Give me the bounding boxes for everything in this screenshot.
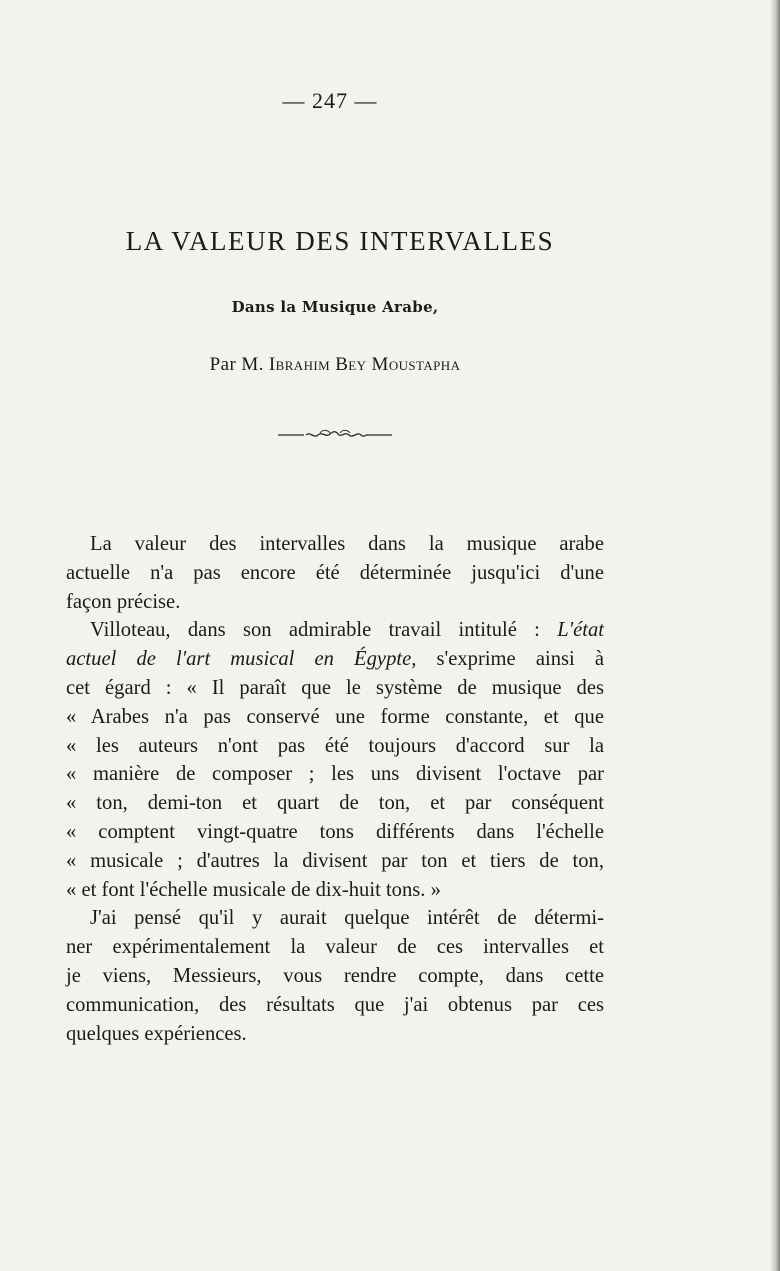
text-line: « les auteurs n'ont pas été toujours d'accord sur la bbox=[66, 734, 604, 757]
author-name: Ibrahim Bey Moustapha bbox=[268, 354, 461, 375]
text-line: cet égard : « Il paraît que le système de musique des bbox=[66, 676, 604, 699]
article-body bbox=[66, 530, 604, 1048]
article-title: LA VALEUR DES INTERVALLES bbox=[125, 226, 555, 256]
text-line: « Arabes n'a pas conservé une forme constante, et que bbox=[66, 705, 604, 728]
text-line: je viens, Messieurs, vous rendre compte, dans cette bbox=[66, 964, 604, 987]
author-line bbox=[100, 354, 570, 376]
page-edge-shadow bbox=[770, 0, 780, 1271]
text-line: communication, des résultats que j'ai obtenus par ces bbox=[66, 993, 604, 1016]
text-line: ner expérimentalement la valeur de ces intervalles et bbox=[66, 936, 604, 959]
text-line: « et font l'échelle musicale de dix-huit tons. » bbox=[66, 878, 441, 901]
text-line: « ton, demi-ton et quart de ton, et par conséquent bbox=[66, 792, 604, 815]
book-title-part-2: actuel de l'art musical en Égypte, bbox=[66, 648, 417, 671]
paragraph-2 bbox=[66, 616, 604, 904]
book-title-part-1: L'état bbox=[557, 619, 604, 642]
text-segment: Villoteau, dans son admirable travail intitulé : bbox=[90, 619, 558, 642]
text-line: « musicale ; d'autres la divisent par ton et tiers de ton, bbox=[66, 849, 604, 872]
author-prefix: Par M. bbox=[209, 354, 269, 375]
page-number: — 247 — bbox=[282, 88, 378, 113]
text-line: actuelle n'a pas encore été déterminée jusqu'ici d'une bbox=[66, 561, 604, 584]
text-segment: s'exprime ainsi à bbox=[416, 648, 604, 671]
paragraph-1 bbox=[66, 530, 604, 616]
ornament-divider-icon bbox=[276, 426, 394, 442]
text-line: façon précise. bbox=[66, 590, 181, 613]
text-line: « comptent vingt-quatre tons différents dans l'échelle bbox=[66, 820, 604, 843]
text-line: quelques expériences. bbox=[66, 1022, 247, 1045]
text-line bbox=[66, 645, 604, 674]
article-subtitle: Dans la Musique Arabe, bbox=[231, 298, 439, 316]
text-line bbox=[66, 616, 604, 645]
text-line: J'ai pensé qu'il y aurait quelque intérêt de détermi- bbox=[90, 907, 604, 930]
paragraph-3 bbox=[66, 904, 604, 1048]
text-line: « manière de composer ; les uns divisent l'octave par bbox=[66, 763, 604, 786]
text-line: La valeur des intervalles dans la musique arabe bbox=[90, 533, 604, 555]
